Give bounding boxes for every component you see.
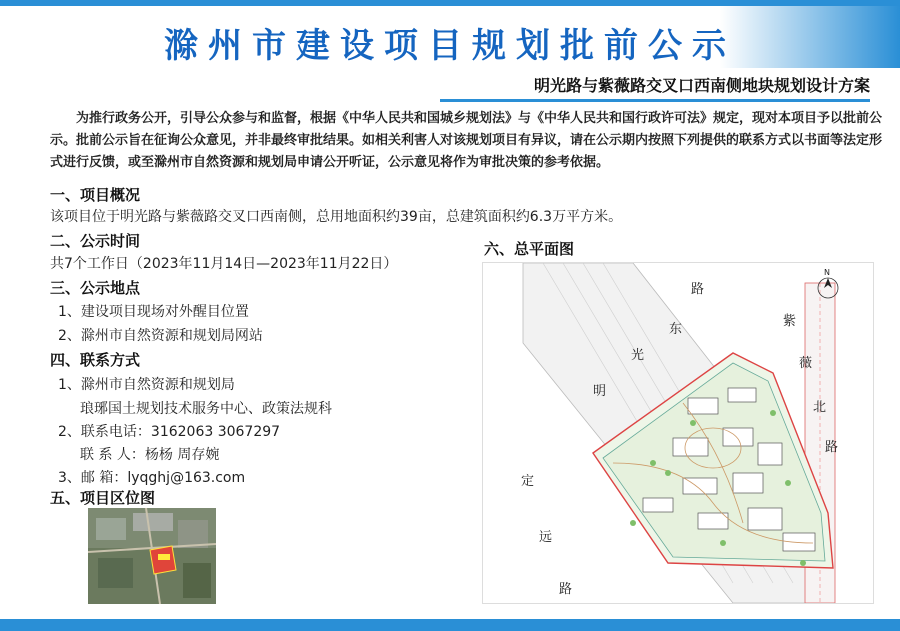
location-heading: 五、项目区位图: [50, 489, 156, 507]
contact-people: 联 系 人：杨杨 周存婉: [80, 447, 220, 463]
period-text: 共7个工作日（2023年11月14日—2023年11月22日）: [50, 256, 398, 272]
project-subtitle: 明光路与紫薇路交叉口西南侧地块规划设计方案: [533, 76, 870, 95]
road-label: 光: [631, 348, 645, 363]
road-label: 紫: [783, 314, 797, 329]
road-label: 路: [559, 582, 573, 597]
overview-text: 该项目位于明光路与紫薇路交叉口西南侧，总用地面积约39亩，总建筑面积约6.3万平方米。: [50, 209, 623, 225]
contact-org: 1、滁州市自然资源和规划局: [58, 377, 235, 393]
contact-heading: 四、联系方式: [50, 351, 141, 369]
contact-phone: 2、联系电话：3162063 3067297: [58, 424, 281, 440]
page-title: 滁州市建设项目规划批前公示: [164, 26, 736, 66]
location-map: [88, 508, 216, 604]
road-label: 远: [539, 530, 553, 545]
place-item: 2、滁州市自然资源和规划局网站: [58, 328, 263, 344]
road-label: 北: [813, 400, 827, 415]
road-label: 路: [691, 282, 705, 297]
road-label: 薇: [799, 356, 813, 371]
intro-text: 为推行政务公开，引导公众参与和监督，根据《中华人民共和国城乡规划法》与《中华人民共和国行政许可法》规定，现对本项目予以批前公示。批前公示旨在征询公众意见，并非最终审批结果。如相关利害人对该规划项目有异议，请在公示期内按照下列提供的联系方式以书面等法定形式进行反馈，或至滁州市自然资源和规划局申请公开听证，公示意见将作为审批决策的参考依据。: [50, 111, 883, 170]
contact-email: 3、邮 箱：lyqghj@163.com: [58, 470, 246, 486]
period-heading: 二、公示时间: [50, 232, 141, 250]
contact-dept: 琅琊国土规划技术服务中心、政策法规科: [80, 401, 332, 417]
site-plan: [482, 262, 874, 604]
road-label: 东: [669, 322, 683, 337]
place-item: 1、建设项目现场对外醒目位置: [58, 304, 249, 320]
compass-label: N: [824, 268, 830, 277]
road-label: 路: [825, 440, 839, 455]
place-heading: 三、公示地点: [50, 279, 141, 297]
bottom-accent-bar: [0, 619, 900, 631]
road-label: 明: [593, 384, 607, 399]
road-label: 定: [521, 474, 535, 489]
plan-heading: 六、总平面图: [484, 240, 575, 258]
subtitle-underline: [440, 99, 870, 102]
intro-paragraph: [50, 108, 882, 174]
overview-heading: 一、项目概况: [50, 186, 141, 204]
